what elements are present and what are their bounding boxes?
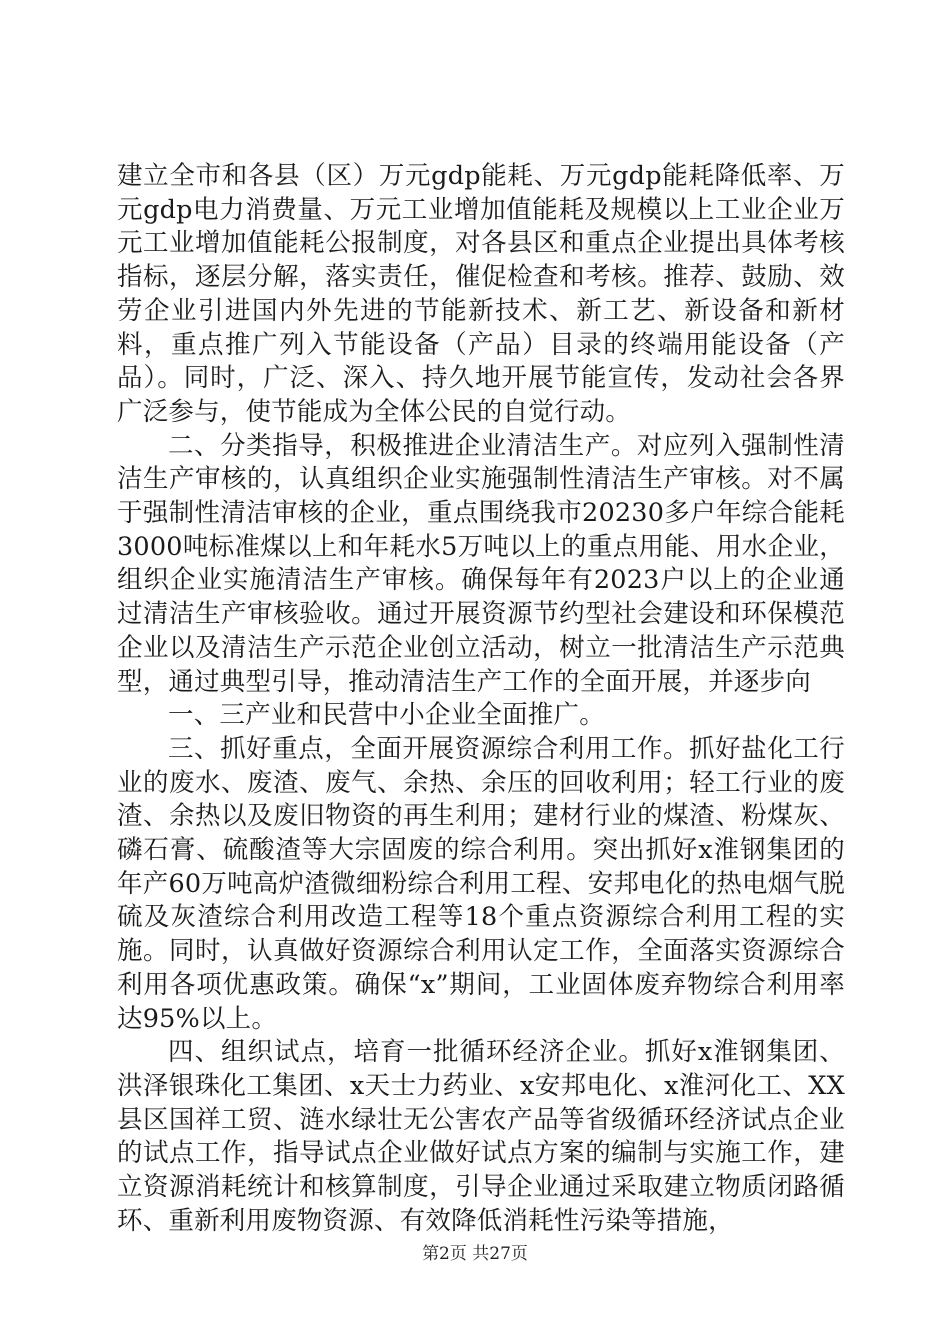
document-body (117, 160, 845, 1239)
paragraph-3: 一、三产业和民营中小企业全面推广。 (168, 700, 605, 731)
page-number-footer: 第2页 共27页 (422, 1244, 528, 1264)
paragraph-1: 建立全市和各县（区）万元gdp能耗、万元gdp能耗降低率、万元gdp电力消费量、万元工业增加值能耗及规模以上工业企业万元工业增加值能耗公报制度，对各县区和重点企业提出具体考核指标，逐层分解，落实责任，催促检查和考核。推荐、鼓励、效劳企业引进国内外先进的节能新技术、新工艺、新设备和新材料，重点推广列入节能设备（产品）目录的终端用能设备（产品）。同时，广泛、深入、持久地开展节能宣传，发动社会各界广泛参与，使节能成为全体公民的自觉行动。 (117, 161, 845, 427)
paragraph-5: 四、组织试点，培育一批循环经济企业。抓好x淮钢集团、洪泽银珠化工集团、x天士力药业、x安邦电化、x淮河化工、XX县区国祥工贸、涟水绿壮无公害农产品等省级循环经济试点企业的试点工作，指导试点企业做好试点方案的编制与实施工作，建立资源消耗统计和核算制度，引导企业通过采取建立物质闭路循环、重新利用废物资源、有效降低消耗性污染等措施， (117, 1037, 845, 1236)
paragraph-2: 二、分类指导，积极推进企业清洁生产。对应列入强制性清洁生产审核的，认真组织企业实施强制性清洁生产审核。对不属于强制性清洁审核的企业，重点围绕我市20230多户年综合能耗3000吨标准煤以上和年耗水5万吨以上的重点用能、用水企业，组织企业实施清洁生产审核。确保每年有2023户以上的企业通过清洁生产审核验收。通过开展资源节约型社会建设和环保模范企业以及清洁生产示范企业创立活动，树立一批清洁生产示范典型，通过典型引导，推动清洁生产工作的全面开展，并逐步向 (117, 430, 845, 697)
paragraph-4: 三、抓好重点，全面开展资源综合利用工作。抓好盐化工行业的废水、废渣、废气、余热、余压的回收利用；轻工行业的废渣、余热以及废旧物资的再生利用；建材行业的煤渣、粉煤灰、磷石膏、硫酸渣等大宗固废的综合利用。突出抓好x淮钢集团的年产60万吨高炉渣微细粉综合利用工程、安邦电化的热电烟气脱硫及灰渣综合利用改造工程等18个重点资源综合利用工程的实施。同时，认真做好资源综合利用认定工作，全面落实资源综合利用各项优惠政策。确保“x”期间，工业固体废弃物综合利用率达95%以上。 (117, 733, 845, 1034)
